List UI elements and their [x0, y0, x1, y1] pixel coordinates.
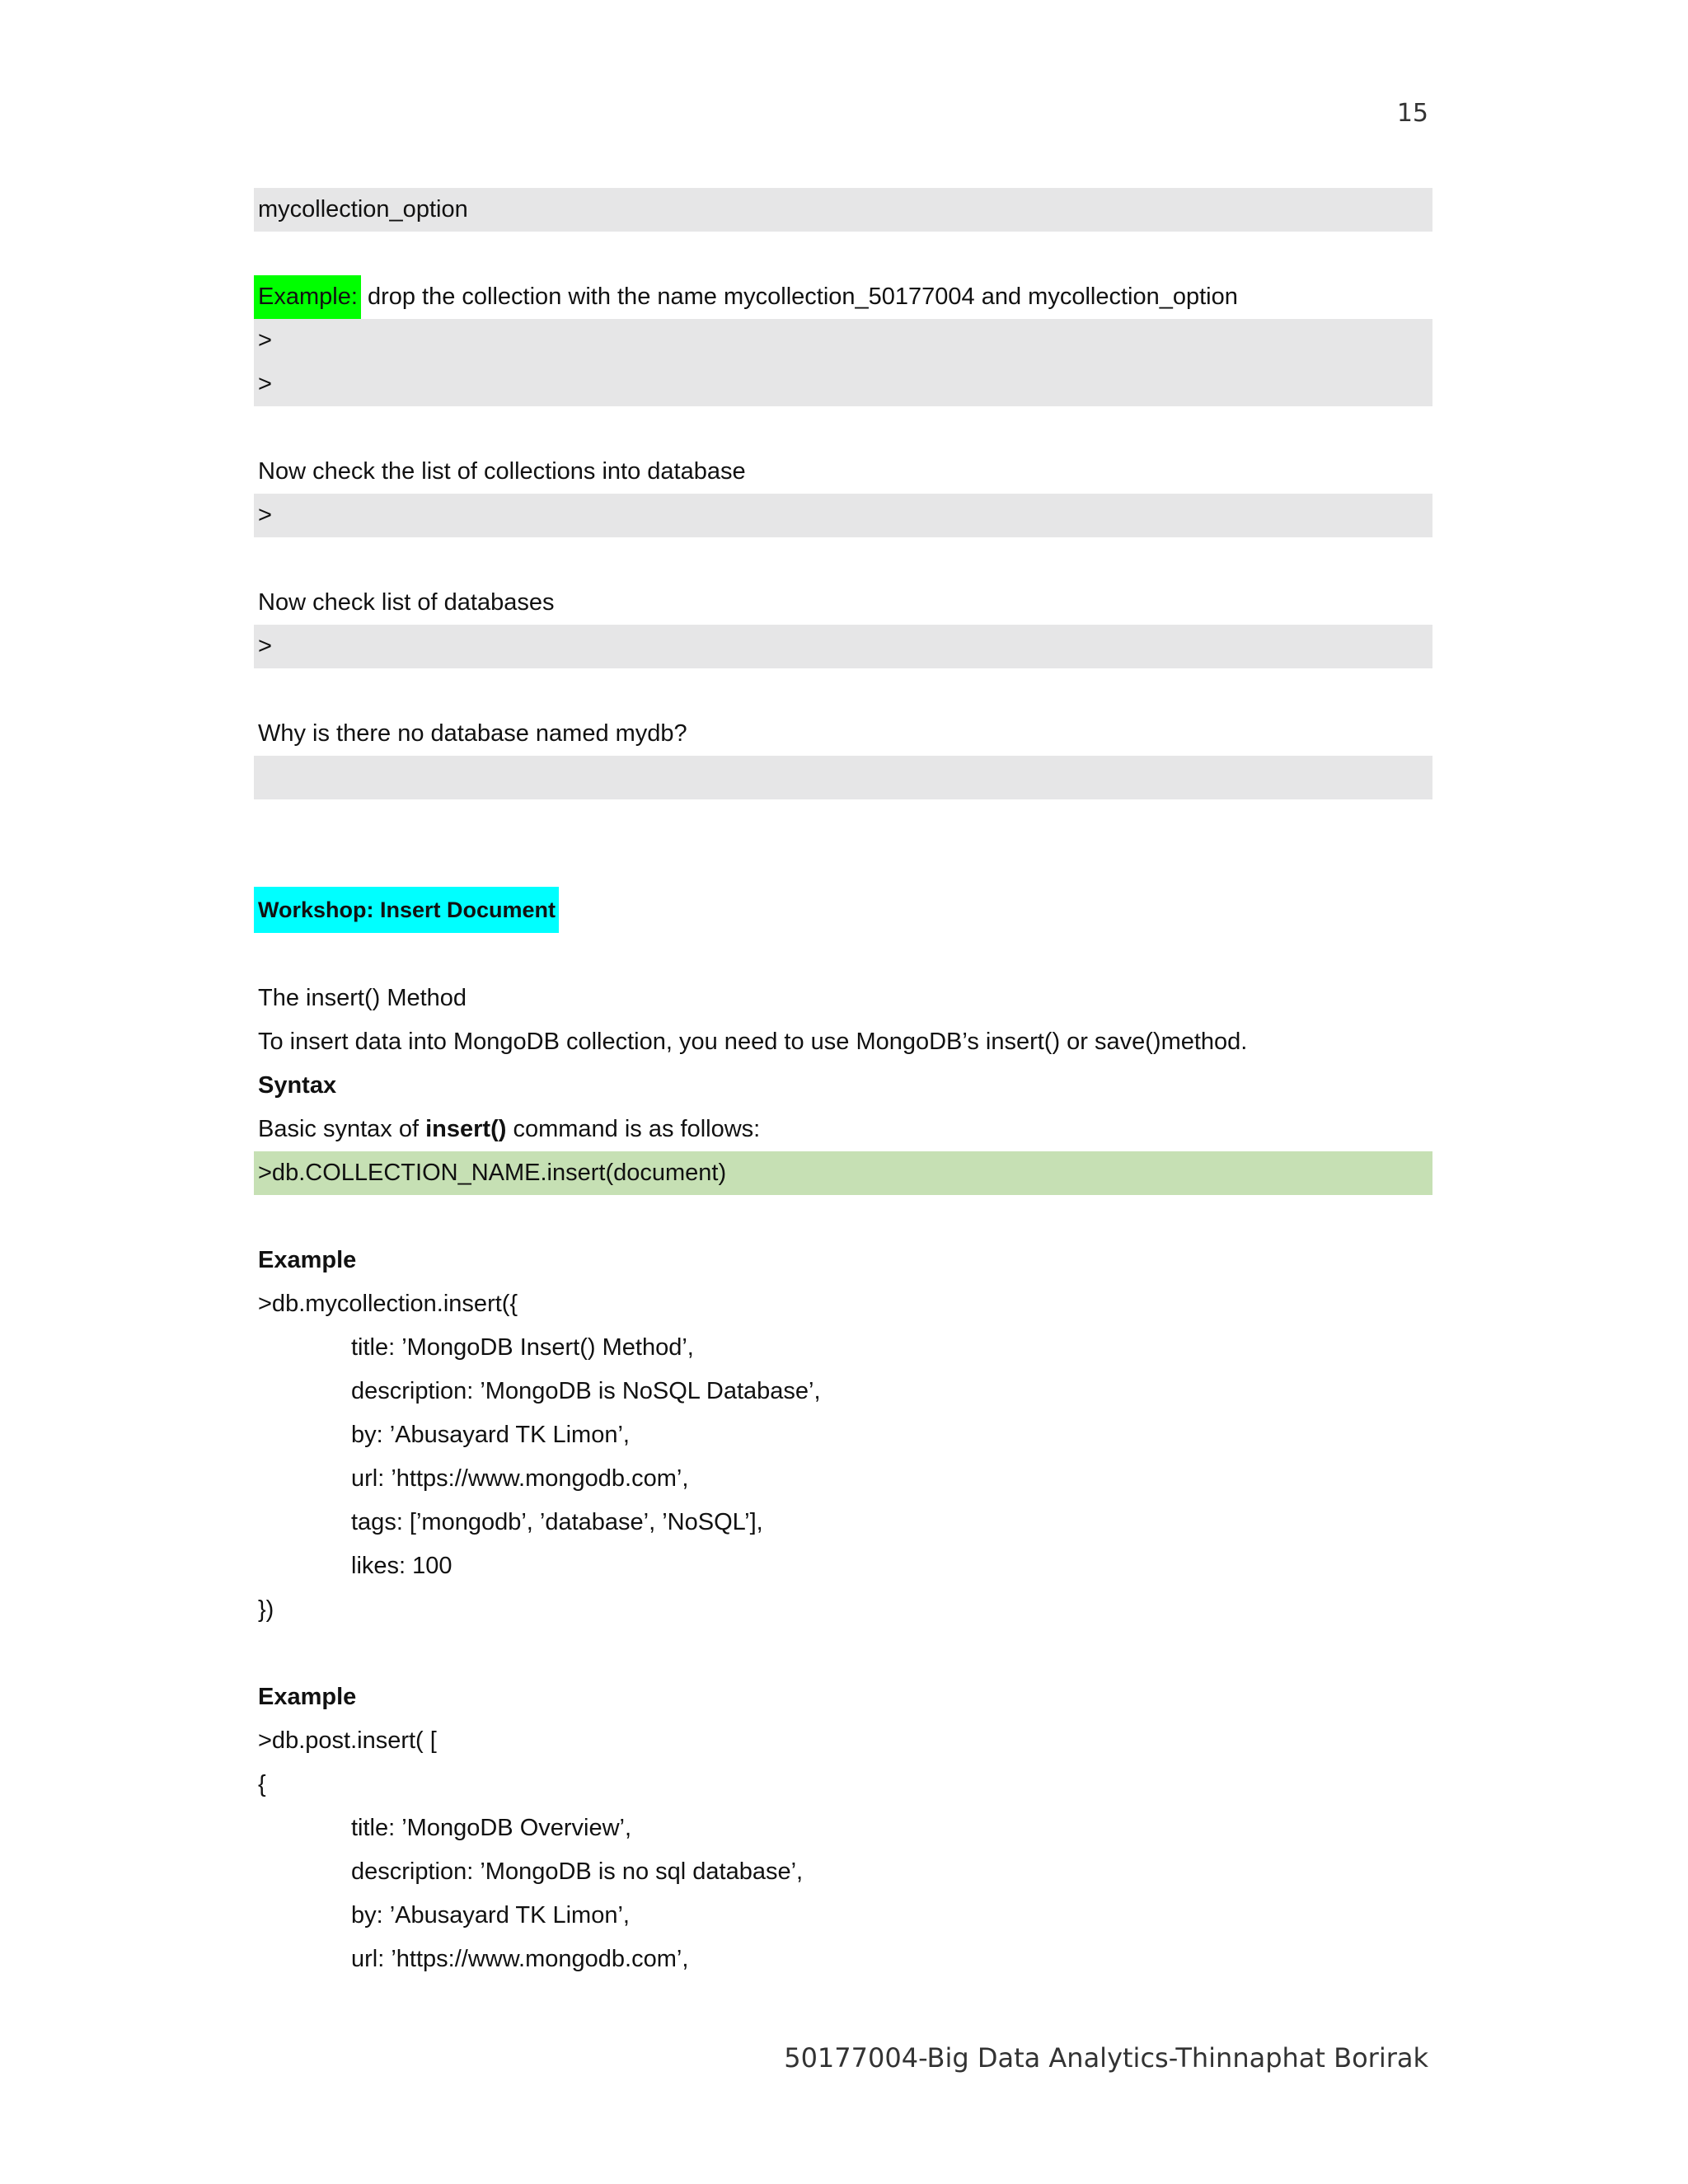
- basic-syntax-prefix: Basic syntax of: [258, 1116, 426, 1142]
- check-collections-text: Now check the list of collections into database: [258, 458, 746, 485]
- example1-field: tags: [’mongodb’, ’database’, ’NoSQL’],: [351, 1509, 763, 1535]
- spacer: [254, 799, 1432, 887]
- spacer: [254, 1195, 1432, 1239]
- basic-syntax-suffix: command is as follows:: [506, 1116, 761, 1142]
- syntax-code-block: >db.COLLECTION_NAME.insert(document): [254, 1151, 1432, 1195]
- example1-field: likes: 100: [351, 1553, 452, 1579]
- example2-field: by: ’Abusayard TK Limon’,: [351, 1902, 630, 1929]
- workshop-heading: [254, 887, 1432, 933]
- prompt-line: >: [254, 625, 1432, 668]
- example-drop-text: drop the collection with the name mycollection_50177004 and mycollection_option: [360, 284, 1238, 310]
- example2-open: >db.post.insert( [: [258, 1727, 437, 1754]
- example2-brace: {: [258, 1771, 266, 1797]
- example-label: Example:: [254, 275, 361, 319]
- check-databases-text: Now check list of databases: [258, 589, 555, 616]
- spacer: [254, 933, 1432, 977]
- basic-syntax-bold: insert(): [425, 1116, 507, 1142]
- example1-open: >db.mycollection.insert({: [258, 1291, 518, 1317]
- example1-field: description: ’MongoDB is NoSQL Database’,: [351, 1378, 821, 1404]
- example1-field: url: ’https://www.mongodb.com’,: [351, 1465, 689, 1492]
- syntax-heading: Syntax: [258, 1072, 337, 1099]
- workshop-title: Workshop: Insert Document: [254, 887, 559, 933]
- example2-field: url: ’https://www.mongodb.com’,: [351, 1946, 689, 1972]
- prompt-line: >: [258, 371, 272, 397]
- prompt-line: >: [258, 327, 272, 354]
- spacer: [254, 232, 1432, 275]
- document-body: [254, 188, 1432, 1981]
- why-no-db-text: Why is there no database named mydb?: [258, 720, 687, 747]
- spacer: [254, 406, 1432, 450]
- spacer: [254, 668, 1432, 712]
- page-footer: 50177004-Big Data Analytics-Thinnaphat Borirak: [784, 2042, 1428, 2074]
- example-heading: Example: [258, 1684, 357, 1710]
- spacer: [254, 1632, 1432, 1675]
- basic-syntax-line: [254, 1108, 1432, 1151]
- page-number: 15: [1396, 99, 1428, 128]
- code-block-collection-option: mycollection_option: [254, 188, 1432, 232]
- example2-field: title: ’MongoDB Overview’,: [351, 1815, 632, 1841]
- example1-field: title: ’MongoDB Insert() Method’,: [351, 1334, 694, 1361]
- insert-intro: To insert data into MongoDB collection, you need to use MongoDB’s insert() or save()method.: [258, 1029, 1248, 1055]
- example2-field: description: ’MongoDB is no sql database’,: [351, 1858, 804, 1885]
- example-drop-line: [254, 275, 1432, 319]
- code-block-drop: [254, 319, 1432, 406]
- example1-field: by: ’Abusayard TK Limon’,: [351, 1422, 630, 1448]
- answer-block: [254, 756, 1432, 799]
- example-heading: Example: [258, 1247, 357, 1273]
- example1-close: }): [258, 1596, 274, 1623]
- prompt-line: >: [254, 494, 1432, 537]
- insert-method-title: The insert() Method: [258, 985, 467, 1011]
- spacer: [254, 537, 1432, 581]
